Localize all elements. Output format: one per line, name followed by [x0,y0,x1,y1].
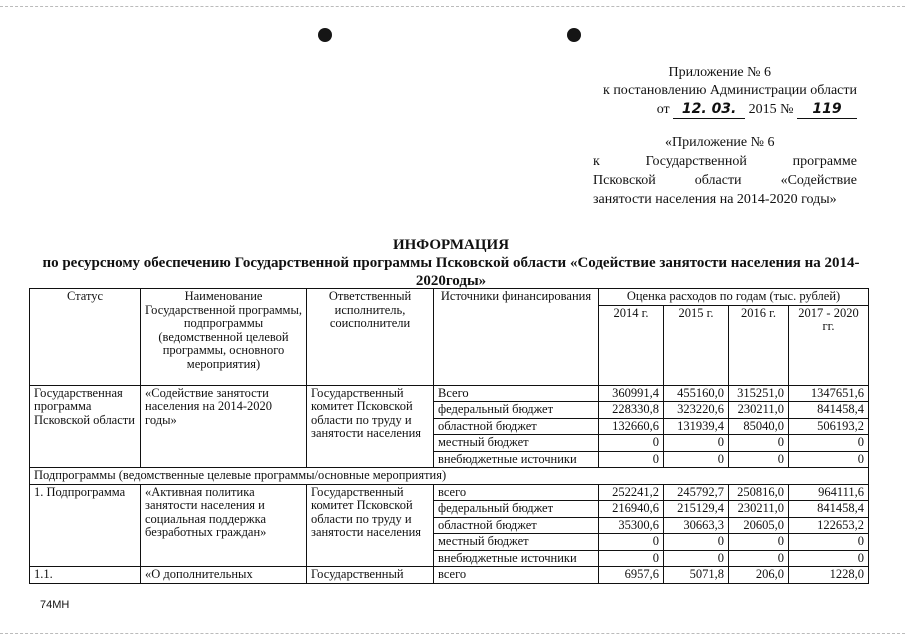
table-row [30,567,869,584]
value-cell: 0 [729,435,789,452]
value-cell: 206,0 [729,567,789,584]
source-cell: федеральный бюджет [434,501,599,518]
value-cell: 230211,0 [729,402,789,419]
document-heading [40,236,862,290]
bottom-edge [0,633,905,634]
word: «Содействие [780,173,857,188]
program-responsible: Государственный комитет Псковской области по труду и занятости населения [307,385,434,468]
value-cell: 841458,4 [789,402,869,419]
resource-table [29,288,869,584]
value-cell: 132660,6 [599,418,664,435]
header-year: 2014 г. [599,305,664,385]
word: области [694,173,742,188]
value-cell: 0 [664,550,729,567]
sub11-status: 1.1. [30,567,141,584]
annex2-title: «Приложение № 6 [665,135,775,150]
year-label: 2015 № [748,102,794,117]
handwritten-number: 119 [797,100,857,119]
value-cell: 0 [664,451,729,468]
header-status: Статус [30,289,141,386]
value-cell: 6957,6 [599,567,664,584]
word: Государственной [645,154,747,169]
word: Псковской [593,173,656,188]
value-cell: 964111,6 [789,484,869,501]
sub11-responsible: Государственный [307,567,434,584]
value-cell: 0 [599,451,664,468]
annex-title: Приложение № 6 [668,65,771,80]
value-cell: 841458,4 [789,501,869,518]
sub1-responsible: Государственный комитет Псковской области по труду и занятости населения [307,484,434,567]
table-row [30,468,869,485]
value-cell: 315251,0 [729,385,789,402]
annex2-line2 [593,152,857,171]
value-cell: 323220,6 [664,402,729,419]
source-cell: внебюджетные источники [434,451,599,468]
subprograms-label: Подпрограммы (ведомственные целевые программы/основные мероприятия) [30,468,869,485]
value-cell: 0 [664,534,729,551]
value-cell: 216940,6 [599,501,664,518]
value-cell: 131939,4 [664,418,729,435]
value-cell: 122653,2 [789,517,869,534]
word: к [593,154,600,169]
source-cell: внебюджетные источники [434,550,599,567]
table-row [30,385,869,402]
value-cell: 0 [599,534,664,551]
value-cell: 455160,0 [664,385,729,402]
value-cell: 5071,8 [664,567,729,584]
value-cell: 0 [729,550,789,567]
punch-hole-left [318,28,332,42]
value-cell: 245792,7 [664,484,729,501]
value-cell: 230211,0 [729,501,789,518]
table-row [30,484,869,501]
program-status: Государственная программа Псковской области [30,385,141,468]
source-cell: местный бюджет [434,435,599,452]
from-label: от [656,102,670,117]
value-cell: 360991,4 [599,385,664,402]
annex2-line4: занятости населения на 2014-2020 годы» [593,192,837,207]
value-cell: 0 [789,435,869,452]
value-cell: 0 [599,550,664,567]
word: программе [792,154,857,169]
value-cell: 0 [729,534,789,551]
source-cell: федеральный бюджет [434,402,599,419]
annex2-line3 [593,171,857,190]
value-cell: 85040,0 [729,418,789,435]
header-responsible: Ответственный исполнитель, соисполнители [307,289,434,386]
value-cell: 506193,2 [789,418,869,435]
header-year: 2017 - 2020 гг. [789,305,869,385]
source-cell: Всего [434,385,599,402]
document-subtitle: по ресурсному обеспечению Государственной программы Псковской области «Содействие занятости населения на 2014-2020годы» [42,255,860,289]
value-cell: 0 [729,451,789,468]
document-title: ИНФОРМАЦИЯ [392,237,510,253]
sub11-name: «О дополнительных [141,567,307,584]
source-cell: областной бюджет [434,517,599,534]
source-cell: местный бюджет [434,534,599,551]
source-cell: всего [434,484,599,501]
value-cell: 1347651,6 [789,385,869,402]
source-cell: областной бюджет [434,418,599,435]
source-cell: всего [434,567,599,584]
annex-date-line [560,100,857,119]
value-cell: 215129,4 [664,501,729,518]
value-cell: 20605,0 [729,517,789,534]
sub1-status: 1. Подпрограмма [30,484,141,567]
value-cell: 0 [789,550,869,567]
value-cell: 35300,6 [599,517,664,534]
header-sources: Источники финансирования [434,289,599,386]
top-edge [0,6,905,7]
header-estimate: Оценка расходов по годам (тыс. рублей) [599,289,869,306]
value-cell: 1228,0 [789,567,869,584]
value-cell: 252241,2 [599,484,664,501]
annex-reference [593,133,857,209]
sub1-name: «Активная политика занятости населения и социальная поддержка безработных граждан» [141,484,307,567]
header-name: Наименование Государственной программы, подпрограммы (ведомственной целевой программы, основного мероприятия) [141,289,307,386]
value-cell: 250816,0 [729,484,789,501]
handwritten-date: 12. 03. [673,100,745,119]
value-cell: 228330,8 [599,402,664,419]
punch-hole-right [567,28,581,42]
value-cell: 0 [789,451,869,468]
footer-code: 74МН [40,599,70,611]
value-cell: 0 [599,435,664,452]
value-cell: 0 [664,435,729,452]
annex-header [560,64,857,119]
program-name: «Содействие занятости населения на 2014-2020 годы» [141,385,307,468]
value-cell: 30663,3 [664,517,729,534]
header-year: 2016 г. [729,305,789,385]
annex-decree-line: к постановлению Администрации области [603,83,857,98]
value-cell: 0 [789,534,869,551]
header-year: 2015 г. [664,305,729,385]
